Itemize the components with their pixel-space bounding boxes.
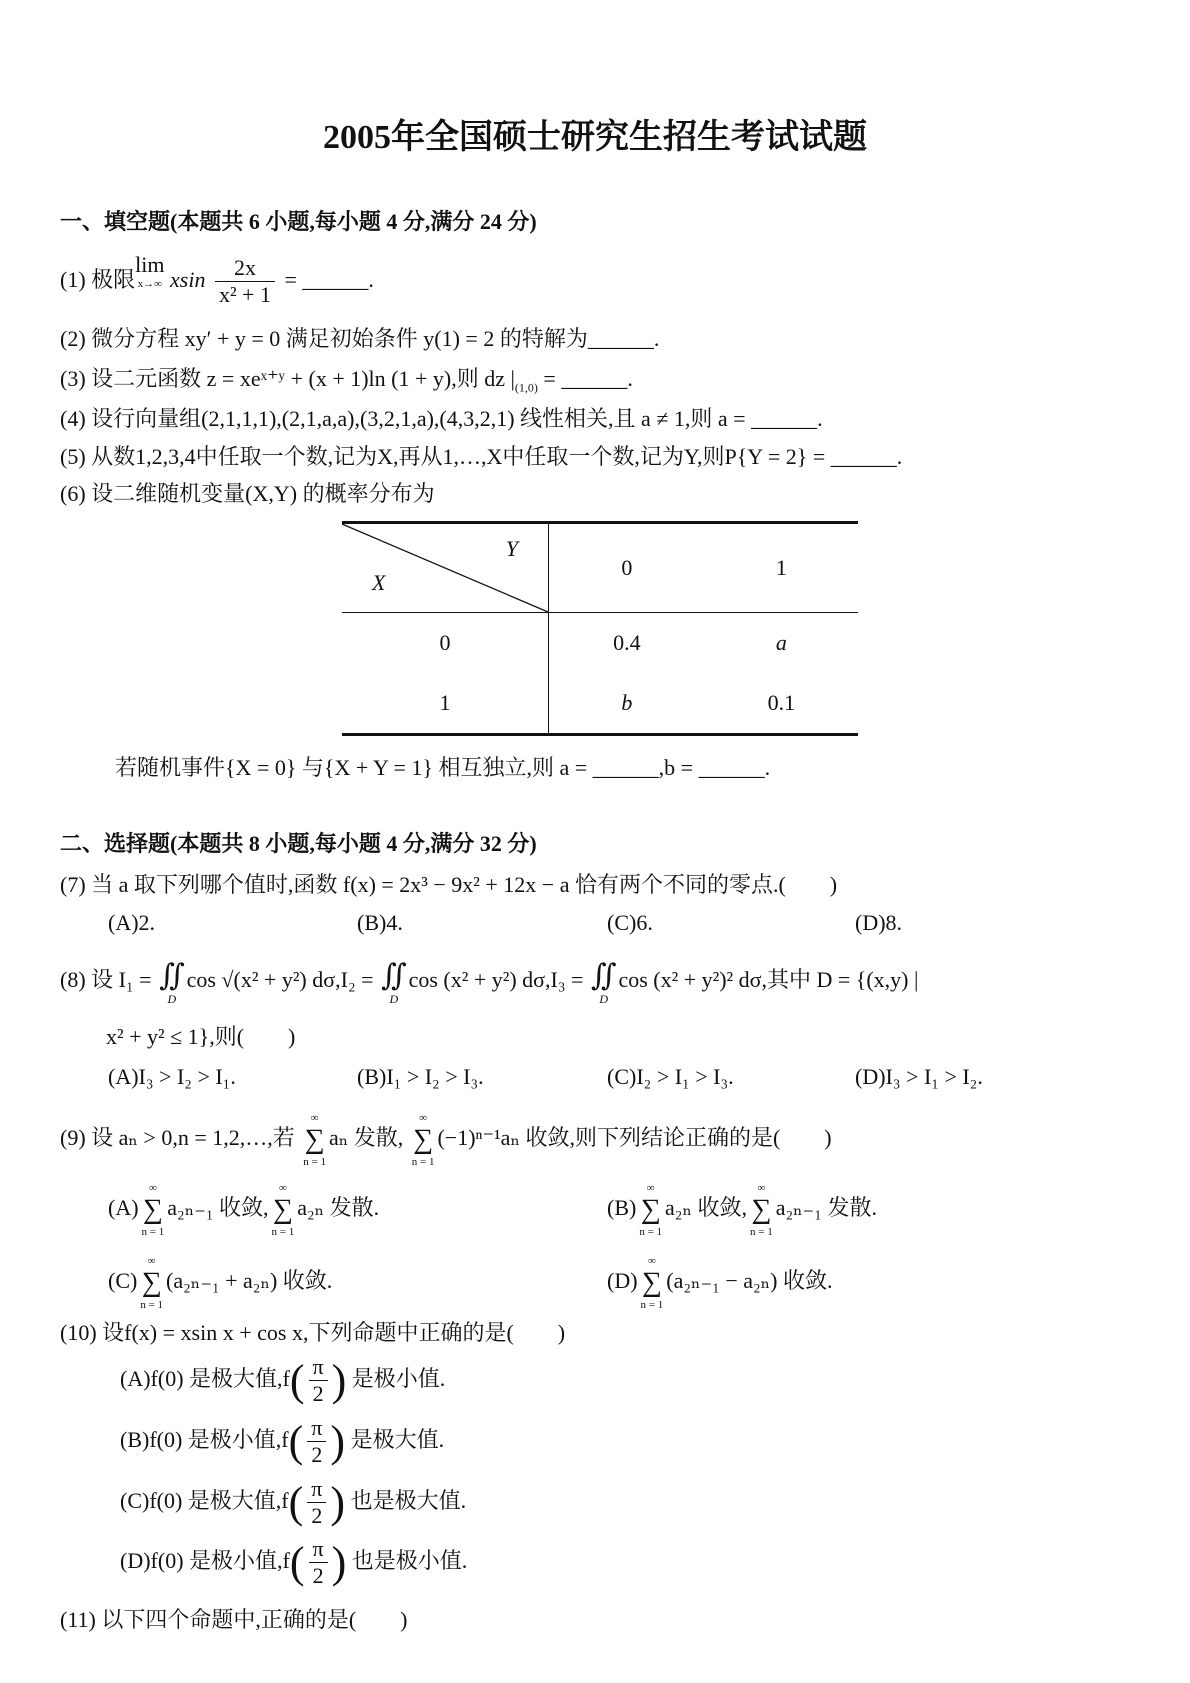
table-cell: 0.4 [613,630,641,655]
probability-table [342,521,858,736]
q3-text: (3) 设二元函数 z = xeˣ⁺ʸ + (x + 1)ln (1 + y),则 dz | [60,366,515,391]
row-variable: X [372,570,386,595]
q9-part: (9) 设 aₙ > 0,n = 1,2,…,若 [60,1125,295,1150]
q8-part: (8) 设 I₁ = [60,967,152,992]
table-header-row [342,523,858,613]
numerator: 2x [215,255,275,282]
q9-part: (−1)ⁿ⁻¹aₙ 收敛,则下列结论正确的是( ) [437,1125,832,1150]
section-heading-fill-in: 一、填空题(本题共 6 小题,每小题 4 分,满分 24 分) [60,209,537,234]
q8-option-a: (A)I₃ > I₂ > I₁. [108,1064,236,1089]
sum-icon: ∞ ∑ n = 1 [141,1181,165,1238]
sum-icon: ∞ ∑ n = 1 [303,1111,326,1168]
table-cell: b [621,690,633,715]
col-header: 0 [549,523,705,613]
question-6-condition: 若随机事件{X = 0} 与{X + Y = 1} 相互独立,则 a = ______,b = ______. [115,755,771,780]
question-9 [60,1110,832,1169]
question-11: (11) 以下四个命题中,正确的是( ) [60,1607,408,1632]
table-row [342,613,858,674]
question-3 [60,365,633,401]
double-integral-icon: ∬ D [159,958,185,1006]
question-8 [60,955,918,1005]
sum-icon: ∞ ∑ n = 1 [640,1254,664,1311]
table-cell: a [775,630,787,655]
sum-icon: ∞ ∑ n = 1 [140,1254,164,1311]
q8-option-c: (C)I₂ > I₁ > I₃. [607,1064,734,1089]
q8-part: cos √(x² + y²) dσ,I₂ = [186,967,374,992]
q9-option-c: (C) ∞ ∑ n = 1 (a₂ₙ₋₁ + a₂ₙ) 收敛. [108,1254,333,1311]
q8-part: cos (x² + y²) dσ,I₃ = [408,967,584,992]
q8-line-2: x² + y² ≤ 1},则( ) [106,1024,296,1049]
q9-option-a: (A) ∞ ∑ n = 1 a₂ₙ₋₁ 收敛, ∞ ∑ n = 1 a₂ₙ 发散. [108,1181,380,1238]
question-1 [60,252,374,308]
q8-option-d: (D)I₃ > I₁ > I₂. [855,1064,983,1089]
sum-icon: ∞ ∑ n = 1 [271,1181,295,1238]
question-5: (5) 从数1,2,3,4中任取一个数,记为X,再从1,…,X中任取一个数,记为Y,则P{Y = 2} = ______. [60,444,903,469]
q10-option-a: (A)f(0) 是极大值,f( $\frac{\pi}{2}$ ) 是极小值. [120,1354,446,1407]
limit-operator [135,252,164,290]
question-10: (10) 设f(x) = xsin x + cos x,下列命题中正确的是( ) [60,1320,566,1345]
col-header: 1 [705,523,858,613]
q3-suffix: = ______. [537,366,633,391]
q9-part: aₙ 发散, [328,1125,404,1150]
table-cell: 0.1 [767,690,796,715]
row-header: 1 [342,673,549,735]
lim-text: lim [135,252,165,277]
question-6: (6) 设二维随机变量(X,Y) 的概率分布为 [60,481,435,506]
q10-option-b: (B)f(0) 是极小值,f( $\frac{\pi}{2}$ ) 是极大值. [120,1415,445,1468]
q1-body: xsin [170,267,206,292]
question-2: (2) 微分方程 xy′ + y = 0 满足初始条件 y(1) = 2 的特解为______. [60,326,660,351]
diagonal-header-cell [342,523,549,613]
table-row [342,673,858,735]
row-header: 0 [342,613,549,674]
q7-option-b: (B)4. [357,910,403,935]
section-heading-choice: 二、选择题(本题共 8 小题,每小题 4 分,满分 32 分) [60,831,537,856]
q7-option-d: (D)8. [855,910,903,935]
sum-icon: ∞ ∑ n = 1 [411,1111,435,1168]
q1-suffix: = ______. [284,267,374,292]
q8-part: cos (x² + y²)² dσ,其中 D = {(x,y) | [618,967,919,992]
q10-option-d: (D)f(0) 是极小值,f( $\frac{\pi}{2}$ ) 也是极小值. [120,1536,468,1589]
fraction [215,255,275,308]
double-integral-icon: ∬ D [590,958,617,1006]
q1-prefix: (1) 极限 [60,267,136,292]
q3-eval-point: (1,0) [514,380,538,395]
question-4: (4) 设行向量组(2,1,1,1),(2,1,a,a),(3,2,1,a),(4,3,2,1) 线性相关,且 a ≠ 1,则 a = ______. [60,406,823,431]
page-title: 2005年全国硕士研究生招生考试试题 [323,119,867,156]
sum-icon: ∞ ∑ n = 1 [639,1181,663,1238]
q7-option-c: (C)6. [607,910,653,935]
double-integral-icon: ∬ D [381,958,407,1006]
q10-option-c: (C)f(0) 是极大值,f( $\frac{\pi}{2}$ ) 也是极大值. [120,1476,467,1529]
col-variable: Y [505,536,518,561]
denominator: x² + 1 [218,282,271,308]
sum-icon: ∞ ∑ n = 1 [750,1181,773,1238]
q9-option-d: (D) ∞ ∑ n = 1 (a₂ₙ₋₁ − a₂ₙ) 收敛. [607,1254,833,1311]
question-7: (7) 当 a 取下列哪个值时,函数 f(x) = 2x³ − 9x² + 12x − a 恰有两个不同的零点.( ) [60,872,838,897]
lim-subscript: x→∞ [137,278,162,290]
q8-option-b: (B)I₁ > I₂ > I₃. [357,1064,484,1089]
q7-option-a: (A)2. [108,910,156,935]
q9-option-b: (B) ∞ ∑ n = 1 a₂ₙ 收敛, ∞ ∑ n = 1 a₂ₙ₋₁ 发散. [607,1181,877,1238]
